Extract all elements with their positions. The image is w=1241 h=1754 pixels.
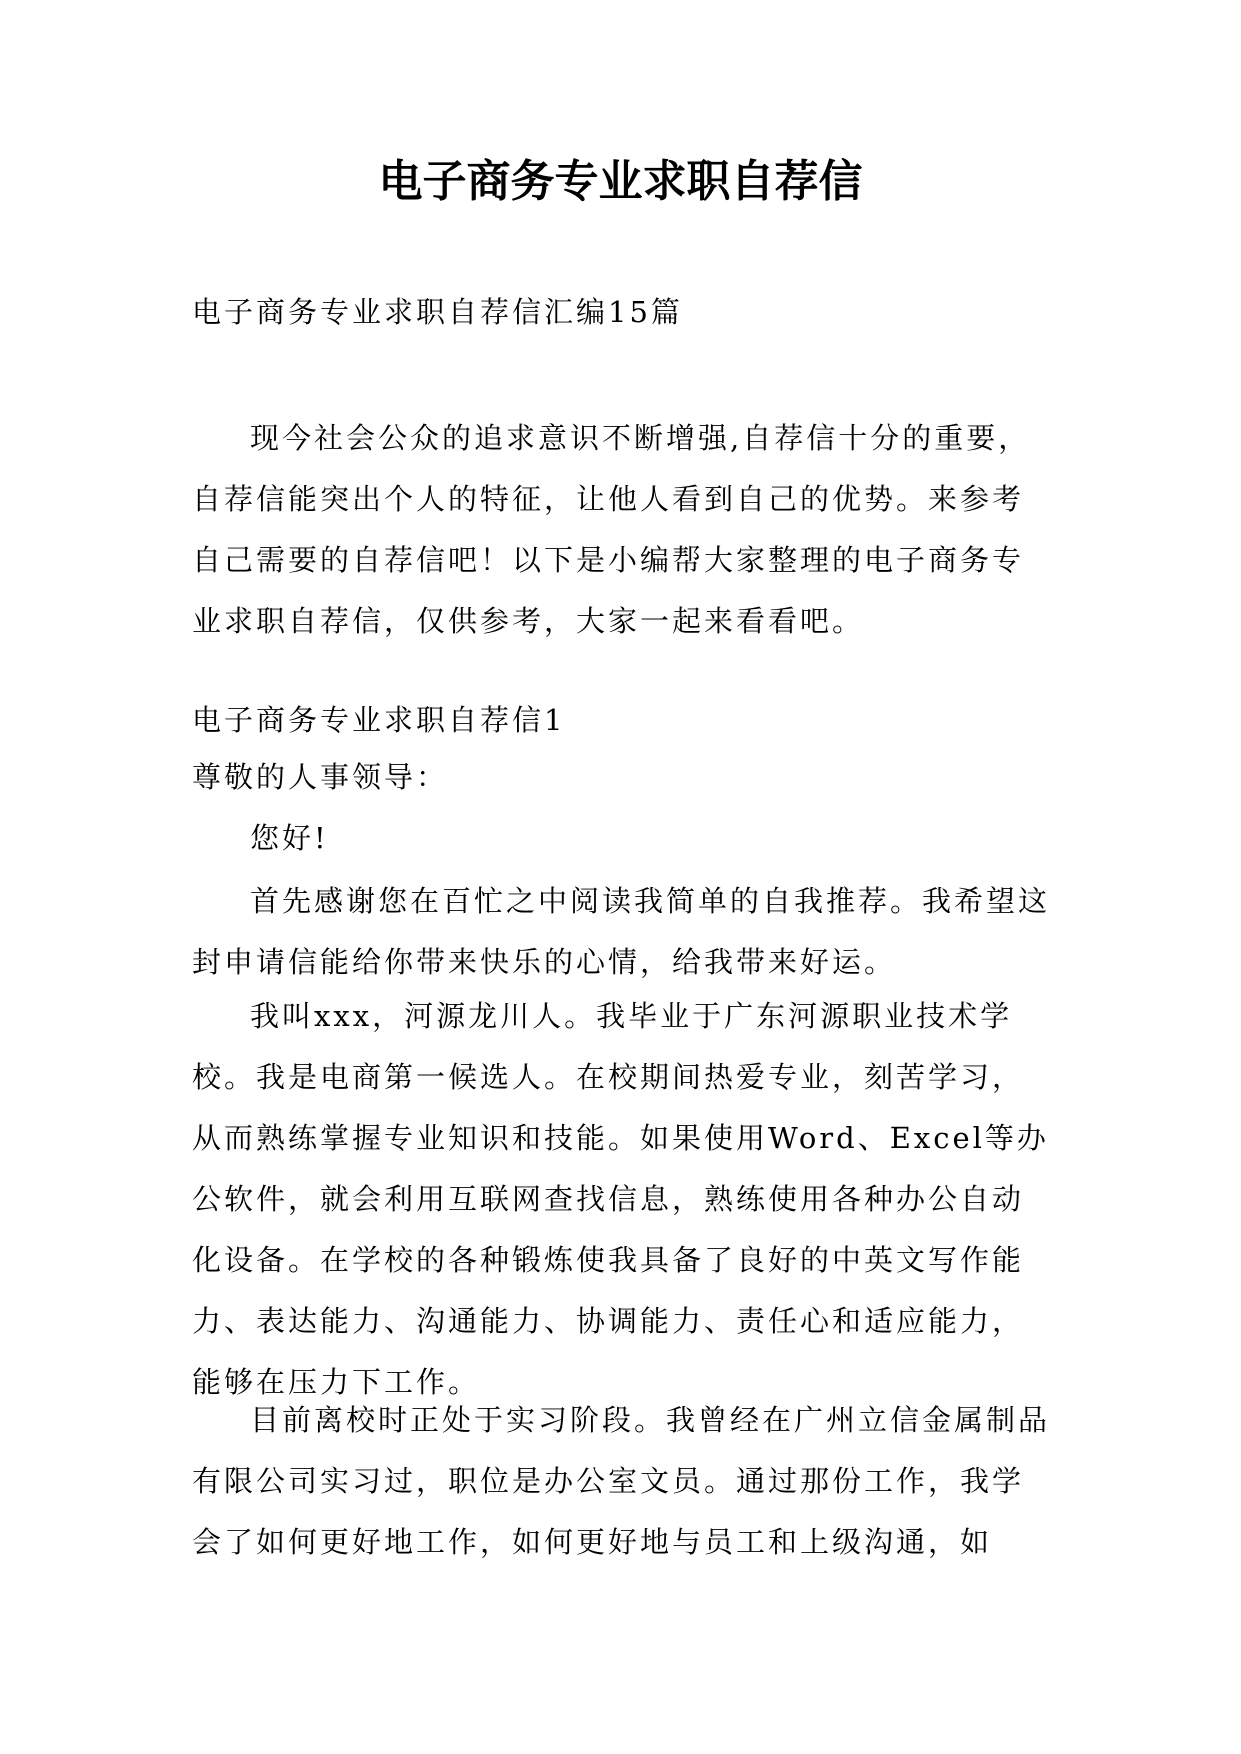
letter-paragraph: 我叫xxx，河源龙川人。我毕业于广东河源职业技术学校。我是电商第一候选人。在校期间热爱专业，刻苦学习，从而熟练掌握专业知识和技能。如果使用Word、Excel等办公软件，就会利用互联网查找信息，熟练使用各种办公自动化设备。在学校的各种锻炼使我具备了良好的中英文写作能力、表达能力、沟通能力、协调能力、责任心和适应能力，能够在压力下工作。 (192, 999, 1049, 1399)
section-heading: 电子商务专业求职自荐信1 (192, 703, 566, 737)
letter-paragraph: 目前离校时正处于实习阶段。我曾经在广州立信金属制品有限公司实习过，职位是办公室文员。通过那份工作，我学会了如何更好地工作，如何更好地与员工和上级沟通，如 (192, 1403, 1051, 1559)
letter-paragraph: 首先感谢您在百忙之中阅读我简单的自我推荐。我希望这封申请信能给你带来快乐的心情，给我带来好运。 (192, 884, 1051, 979)
letter-salutation: 尊敬的人事领导： (192, 760, 449, 794)
document-subtitle: 电子商务专业求职自荐信汇编15篇 (192, 295, 683, 329)
letter-greeting: 您好! (250, 821, 329, 855)
document-title: 电子商务专业求职自荐信 (378, 156, 863, 207)
intro-paragraph: 现今社会公众的追求意识不断增强,自荐信十分的重要，自荐信能突出个人的特征，让他人看到自己的优势。来参考自己需要的自荐信吧！以下是小编帮大家整理的电子商务专业求职自荐信，仅供参考，大家一起来看看吧。 (192, 421, 1031, 638)
